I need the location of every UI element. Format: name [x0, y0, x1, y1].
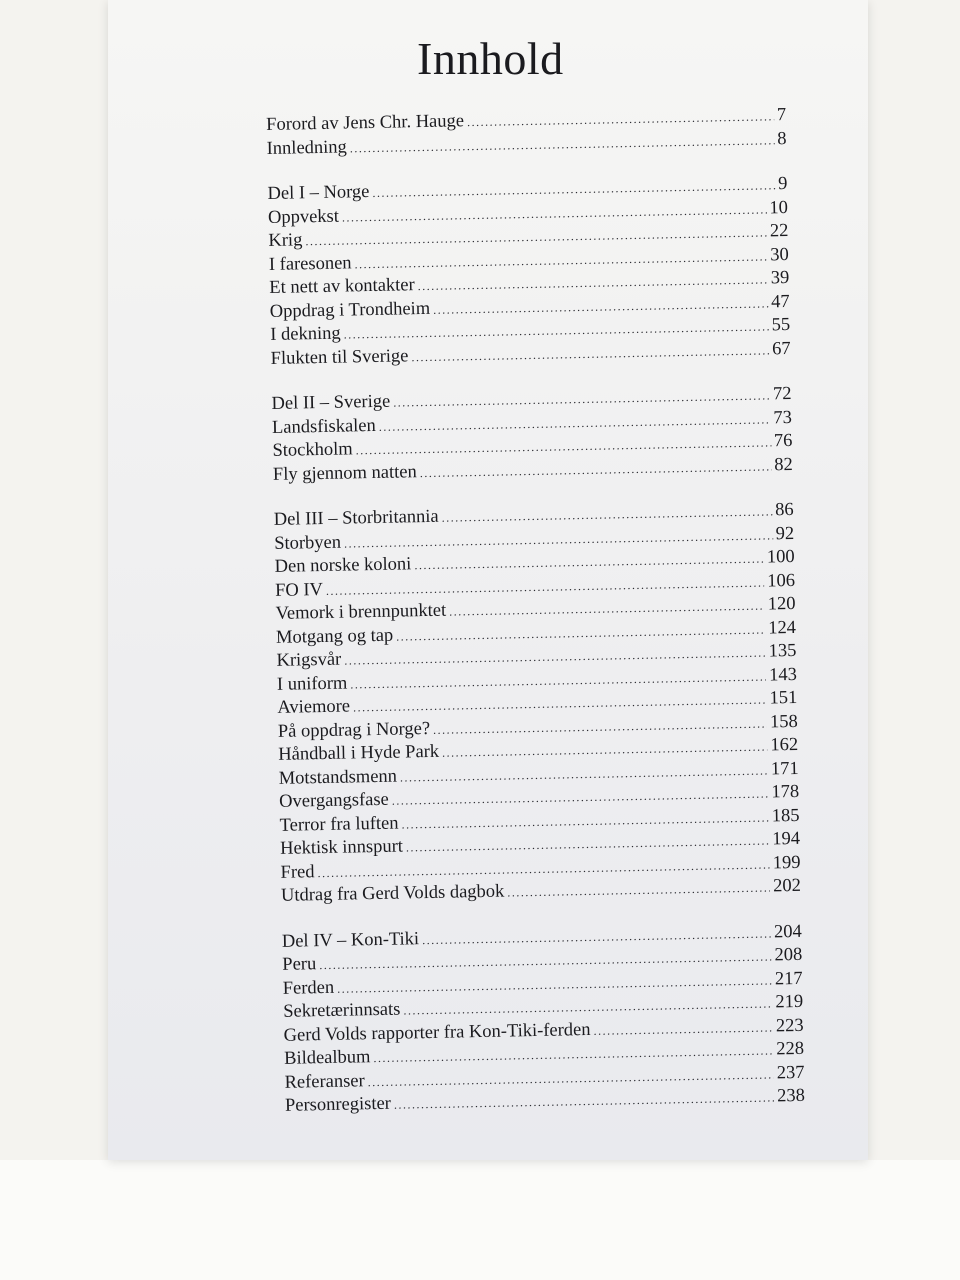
toc-entry-title: Vemork i brennpunktet [275, 600, 447, 624]
toc-entry-page-number: 204 [773, 921, 802, 942]
toc-entry-title: Stockholm [272, 439, 353, 461]
toc-section [282, 920, 806, 1118]
toc-entry-page-number: 9 [777, 174, 788, 195]
toc-entry-page-number: 202 [772, 875, 802, 897]
page-title: Innhold [417, 33, 564, 84]
toc-entry-title: Landsfiskalen [271, 415, 376, 438]
toc-entry-page-number: 228 [776, 1038, 805, 1060]
toc-entry-page-number: 10 [769, 197, 789, 218]
toc-entry-page-number: 30 [770, 244, 789, 265]
toc-entry-title: I uniform [276, 673, 348, 695]
toc-entry-title: Oppvekst [267, 206, 340, 228]
toc-entry-page-number: 76 [773, 430, 793, 452]
toc-entry-page-number: 223 [775, 1015, 804, 1036]
toc-entry-title: Den norske koloni [274, 554, 412, 577]
toc-entry-page-number: 219 [775, 991, 804, 1013]
dot-leader [593, 1016, 773, 1043]
toc-section [274, 499, 802, 908]
toc-entry-page-number: 217 [774, 968, 803, 989]
toc-entry-page-number: 22 [769, 220, 789, 242]
toc-entry-title: Terror fra luften [279, 813, 399, 836]
toc-entry-page-number: 237 [776, 1062, 805, 1083]
toc-entry-title: I dekning [270, 323, 341, 345]
toc-entry-page-number: 199 [772, 852, 801, 873]
toc-section [271, 383, 793, 487]
toc-entry-title: Håndball i Hyde Park [278, 741, 440, 765]
toc-entry-title: Personregister [284, 1093, 392, 1116]
toc-entry-title: Ferden [282, 977, 335, 999]
dot-leader [507, 876, 770, 905]
toc-entry-title: Flukten til Sverige [270, 345, 409, 369]
toc-entry-page-number: 194 [772, 828, 801, 850]
toc-entry-title: Motstandsmenn [278, 766, 398, 789]
toc-section [267, 173, 791, 371]
toc-entry-title: Del IV – Kon-Tiki [281, 928, 420, 952]
toc-entry-title: Fly gjennom natten [272, 461, 417, 485]
toc-entry-page-number: 185 [771, 805, 800, 826]
toc-entry-title: Utdrag fra Gerd Volds dagbok [280, 881, 505, 906]
toc-entry-title: Fred [280, 861, 315, 883]
toc-entry-title: Et nett av kontakter [269, 275, 415, 298]
toc-entry-page-number: 151 [769, 687, 798, 709]
toc-entry-page-number: 100 [766, 546, 795, 568]
toc-entry-title: Peru [282, 954, 317, 975]
toc-entry-title: Overgangsfase [279, 789, 389, 812]
toc-entry-title: FO IV [274, 579, 324, 601]
toc-entry-page-number: 178 [771, 781, 800, 803]
toc-entry-page-number: 7 [776, 105, 787, 126]
toc-entry-title: Del I – Norge [267, 182, 370, 204]
toc-entry-page-number: 39 [770, 267, 790, 289]
toc-entry-title: På oppdrag i Norge? [277, 718, 431, 742]
toc-entry-title: Del III – Storbritannia [273, 506, 439, 530]
toc-entry-title: I faresonen [268, 252, 352, 275]
toc-entry-page-number: 8 [777, 128, 787, 149]
toc-entry-title: Motgang og tap [275, 625, 394, 648]
toc-entry-title: Forord av Jens Chr. Hauge [266, 111, 465, 135]
toc-entry-page-number: 120 [767, 593, 796, 615]
toc-section [266, 104, 787, 161]
toc-entry-title: Krigsvår [276, 649, 342, 671]
toc-entry-page-number: 162 [770, 734, 799, 756]
table-of-contents [266, 104, 806, 1140]
toc-entry-page-number: 171 [770, 758, 799, 779]
toc-entry-page-number: 47 [771, 291, 790, 312]
toc-entry-title: Oppdrag i Trondheim [269, 298, 431, 322]
toc-entry-page-number: 238 [777, 1085, 806, 1107]
toc-entry-page-number: 135 [768, 640, 797, 662]
toc-entry-title: Hektisk innspurt [279, 836, 404, 859]
toc-entry-page-number: 158 [769, 711, 798, 732]
toc-entry-page-number: 73 [773, 407, 793, 428]
toc-entry-title: Storbyen [274, 532, 342, 554]
toc-entry-title: Krig [268, 230, 303, 251]
toc-entry-page-number: 208 [774, 944, 803, 966]
toc-entry-title: Referanser [284, 1070, 365, 1093]
toc-entry-page-number: 86 [775, 499, 794, 521]
toc-entry-page-number: 143 [768, 664, 798, 685]
toc-entry-title: Sekretærinnsats [283, 999, 401, 1022]
page-edge [0, 1160, 960, 1280]
toc-entry-title: Del II – Sverige [271, 391, 391, 414]
toc-entry-title: Gerd Volds rapporter fra Kon-Tiki-ferden [283, 1019, 591, 1046]
toc-entry-page-number: 72 [772, 383, 792, 405]
toc-entry-page-number: 82 [774, 454, 794, 475]
toc-entry-title: Bildealbum [283, 1047, 371, 1069]
toc-entry-title: Innledning [266, 136, 347, 159]
toc-entry-page-number: 55 [771, 314, 791, 336]
toc-entry-page-number: 106 [767, 570, 796, 591]
toc-entry-page-number: 124 [768, 617, 797, 638]
toc-entry-page-number: 67 [771, 338, 791, 359]
toc-entry-title: Aviemore [277, 696, 351, 718]
toc-entry-page-number: 92 [775, 523, 795, 544]
